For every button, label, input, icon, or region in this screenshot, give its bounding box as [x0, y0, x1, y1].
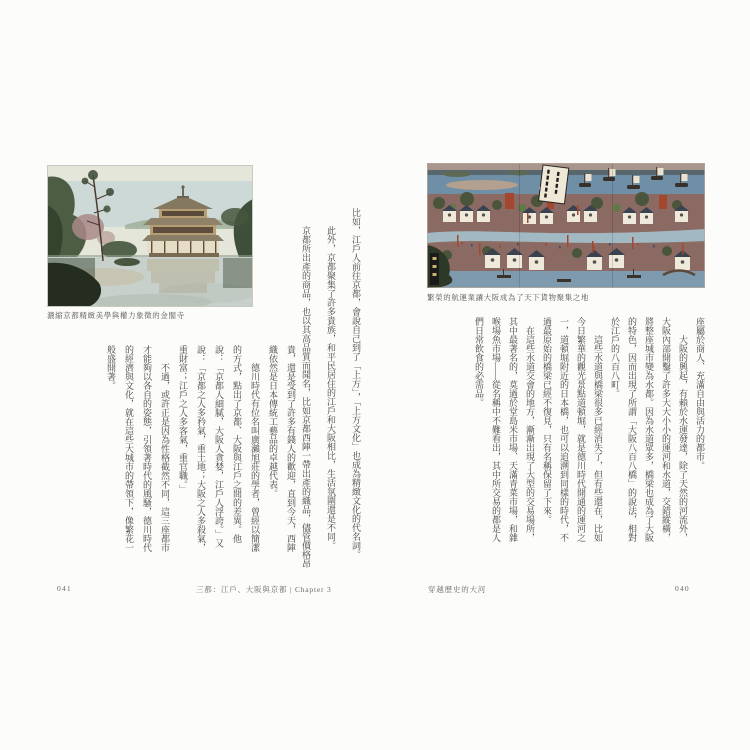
left-page-side-text	[290, 208, 368, 572]
paragraph: 在這些水道交會的地方，漸漸出現了大型的交易場所，其中最著名的，莫過於堂島米市場、天滿青菜市場，和雜喉場魚市場——從名稱中不難看出，其中所交易的都是人們日常飲食的必需品。	[474, 317, 535, 542]
kinkakuji-photo-illustration	[47, 165, 253, 307]
paragraph: 比如，江戶人前往京都，會說自己到了「上方」，「上方文化」也成為精緻文化的代名詞。	[351, 208, 361, 559]
title-cartouche	[539, 165, 569, 204]
osaka-ukiyoe-image	[427, 163, 705, 288]
paragraph: 座屬於商人、充滿自由與活力的都市。	[695, 317, 705, 470]
right-image-caption: 繁榮的航運業讓大阪成為了天下貨物聚集之地	[427, 293, 589, 302]
paragraph: 京都所出產的商品，也以其高品質而聞名，比如京都西陣一帶出產的織品，儘管價格昂	[301, 226, 311, 568]
left-page-number: 041	[57, 584, 72, 593]
right-page-text	[468, 317, 708, 544]
right-page	[375, 0, 750, 750]
right-page-number: 040	[675, 584, 690, 593]
kinkakuji-photo	[47, 165, 253, 307]
left-photo-caption: 濃縮京都精緻美學與權力象徵的金閣寺	[47, 311, 185, 320]
left-page-bottom-text	[100, 345, 300, 554]
paragraph: 不過，或許正是因為性格截然不同，這三座都市才能夠以各自的姿態，引領著時代的風騷，德川時代的經濟與文化，就在這些大城市的帶領下，像繁花一般盛開著。	[106, 345, 170, 552]
chapter-running-title: 三都：江戶、大阪與京都 | Chapter 3	[196, 585, 332, 594]
section-running-title: 穿越歷史的大河	[428, 585, 487, 594]
paragraph: 這些水道與橋梁很多已經消失了，但有些還在，比如今日繁華的觀光景點道頓堀，就是德川時代開通的運河之一，道頓堀附近的日本橋，也可以追溯到同樣的時代，不過最原始的橋梁已經不復見，只有名稱保留了下來。	[542, 317, 603, 542]
paragraph: 貴，還是受到了許多有錢人的歡迎，直到今天，西陣織依然是日本傳統工藝品的卓越代表。	[268, 345, 296, 552]
paragraph: 德川時代有位名叫廣瀨旭莊的學者，曾經以簡潔的方式，點出了京都、大阪與江戶之間的差異。他說：「京都人細膩，大阪人貪婪，江戶人浮誇。」又說：「京都之人多矜氣，重土地；大阪之人多殺氣，重財富；江戶之人多客氣，重官職。」	[178, 345, 260, 552]
paragraph: 此外，京都聚集了許多貴族，和平民居住的江戶和大阪相比，生活氛圍還是不同。	[326, 226, 336, 550]
publisher-label	[430, 253, 439, 285]
osaka-ukiyoe-illustration	[427, 163, 705, 288]
paragraph: 大阪的興起，有賴於水運發達，除了天然的河流外，大阪內部開鑿了許多大大小小的運河和水道，交錯縱橫，將整座城市變為水都。因為水道眾多，橋梁也成為了大阪的特色，因而出現了所謂「大阪八百八橋」的說法，相對於江戶的八百八町。	[610, 317, 688, 542]
